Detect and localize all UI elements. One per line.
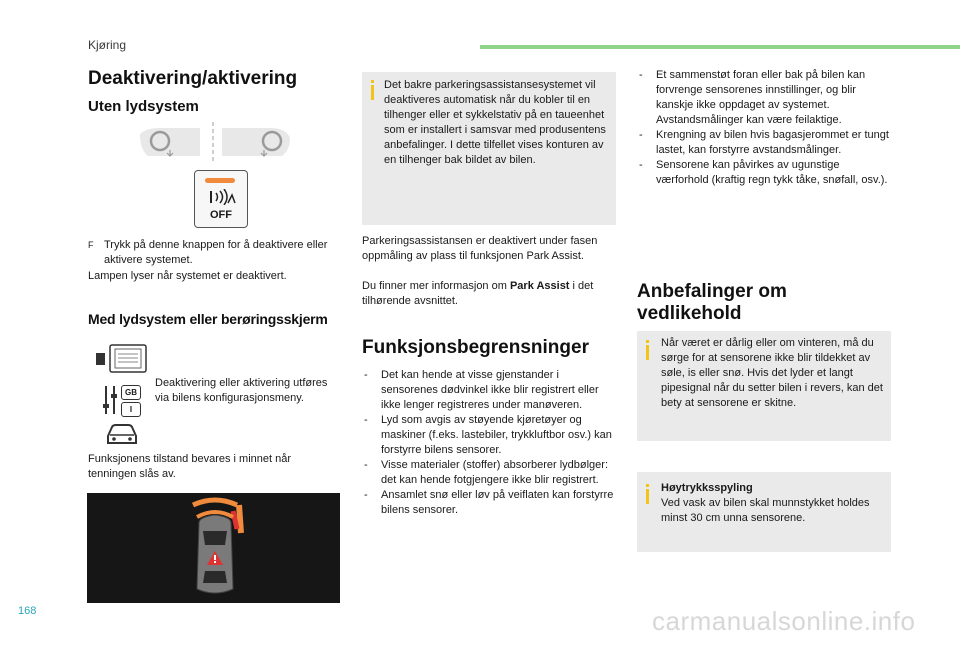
menu-deactivation-text: Deaktivering eller aktivering utføres via bilens konfigurasjonsmeny. xyxy=(155,377,328,404)
info-marker-bar xyxy=(646,489,649,504)
limitations-list-continued xyxy=(639,68,891,188)
pressure-washing-title: Høytrykksspyling xyxy=(661,482,753,494)
list-item: - Det kan hende at visse gjenstander i sensorenes dødvinkel ikke blir registrert eller ikke lenger registreres under manøveren. xyxy=(364,368,616,413)
more-info-text-a: Du finner mer informasjon om xyxy=(362,280,510,292)
list-item: - Ansamlet snø eller løv på veiflaten kan forstyrre bilens sensorer. xyxy=(364,488,616,518)
trailer-note-text: Det bakre parkeringsassistansesystemet vil deaktiveres automatisk når du kobler til en tilhenger eller et sykkelstativ på en taueenhet som er installert i samsvar med produsentens anbefalinger. I dette tilfellet vises konturen av en tilhenger bak bildet av bilen. xyxy=(384,79,606,166)
pressure-washing-text: Ved vask av bilen skal munnstykket holdes minst 30 cm unna sensorene. xyxy=(661,497,870,524)
car-top-view-illustration xyxy=(87,493,340,603)
instruction-marker: F xyxy=(88,240,94,250)
dashboard-illustration xyxy=(136,120,294,164)
list-item: - Et sammenstøt foran eller bak på bilen kan forvrenge sensorenes innstillinger, og blir kanskje ikke oppdaget av systemet. Avstandsmålinger kan være feilaktige. xyxy=(639,68,891,128)
info-marker-bar xyxy=(371,85,374,100)
section-title-maintenance: Anbefalinger om vedlikehold xyxy=(637,281,787,324)
indicator-lamp xyxy=(205,178,235,183)
car-icon xyxy=(104,422,140,446)
park-sensor-off-button[interactable] xyxy=(194,170,248,228)
trailer-info-note xyxy=(362,72,616,225)
memory-state-text: Funksjonens tilstand bevares i minnet når tenningen slås av. xyxy=(88,453,291,480)
off-label: OFF xyxy=(210,209,232,221)
park-assist-paragraph: Parkeringsassistansen er deaktivert under fasen oppmåling av plass til funksjonen Park Assist. xyxy=(362,235,598,262)
park-assist-link: Park Assist xyxy=(509,280,570,292)
subtitle-without-audio: Uten lydsystem xyxy=(88,98,199,115)
subtitle-with-audio: Med lydsystem eller berøringsskjerm xyxy=(88,311,328,327)
pressure-washing-note xyxy=(637,472,891,552)
footer-watermark: carmanualsonline.info xyxy=(652,606,916,636)
header-accent-bar xyxy=(480,45,960,49)
page-number: 168 xyxy=(18,605,37,617)
info-marker-bar xyxy=(646,345,649,360)
winter-note-text: Når været er dårlig eller om vinteren, må du sørge for at sensorene ikke blir tildekket av søle, is eller snø. Hvis det lyder et langt pipesignal når du setter bilen i revers, kan det bety at sensorene er skitne. xyxy=(661,337,883,409)
park-sensor-icon xyxy=(208,189,236,205)
limitations-list xyxy=(364,368,616,518)
info-icon: I xyxy=(121,402,141,417)
more-info-text-c: i det tilhørende avsnittet. xyxy=(362,280,594,307)
info-marker-dot xyxy=(646,340,649,343)
info-marker-dot xyxy=(646,484,649,487)
info-marker-dot xyxy=(371,80,374,83)
language-gb-icon: GB xyxy=(121,385,141,400)
section-title-limitations: Funksjonsbegrensninger xyxy=(362,337,589,358)
instruction-text: Trykk på denne knappen for å deaktivere eller aktivere systemet. xyxy=(104,239,328,266)
list-item: - Krengning av bilen hvis bagasjerommet er tungt lastet, kan forstyrre avstandsmålinger. xyxy=(639,128,891,158)
park-assist-screen-image xyxy=(87,493,340,603)
list-item: - Lyd som avgis av støyende kjøretøyer og maskiner (f.eks. lastebiler, trykkluftbor osv.) kan forstyrre bilens sensorer. xyxy=(364,413,616,458)
list-item: - Sensorene kan påvirkes av ugunstige værforhold (kraftig regn tykk tåke, snøfall, osv.). xyxy=(639,158,891,188)
winter-maintenance-note xyxy=(637,331,891,441)
touchscreen-icon xyxy=(94,343,150,375)
more-info-paragraph xyxy=(362,279,620,309)
lamp-status-text: Lampen lyser når systemet er deaktivert. xyxy=(88,270,287,282)
section-title-deactivation: Deaktivering/aktivering xyxy=(88,68,298,89)
list-item: - Visse materialer (stoffer) absorberer lydbølger: det kan hende fotgjengere ikke blir registrert. xyxy=(364,458,616,488)
section-label: Kjøring xyxy=(88,38,127,52)
